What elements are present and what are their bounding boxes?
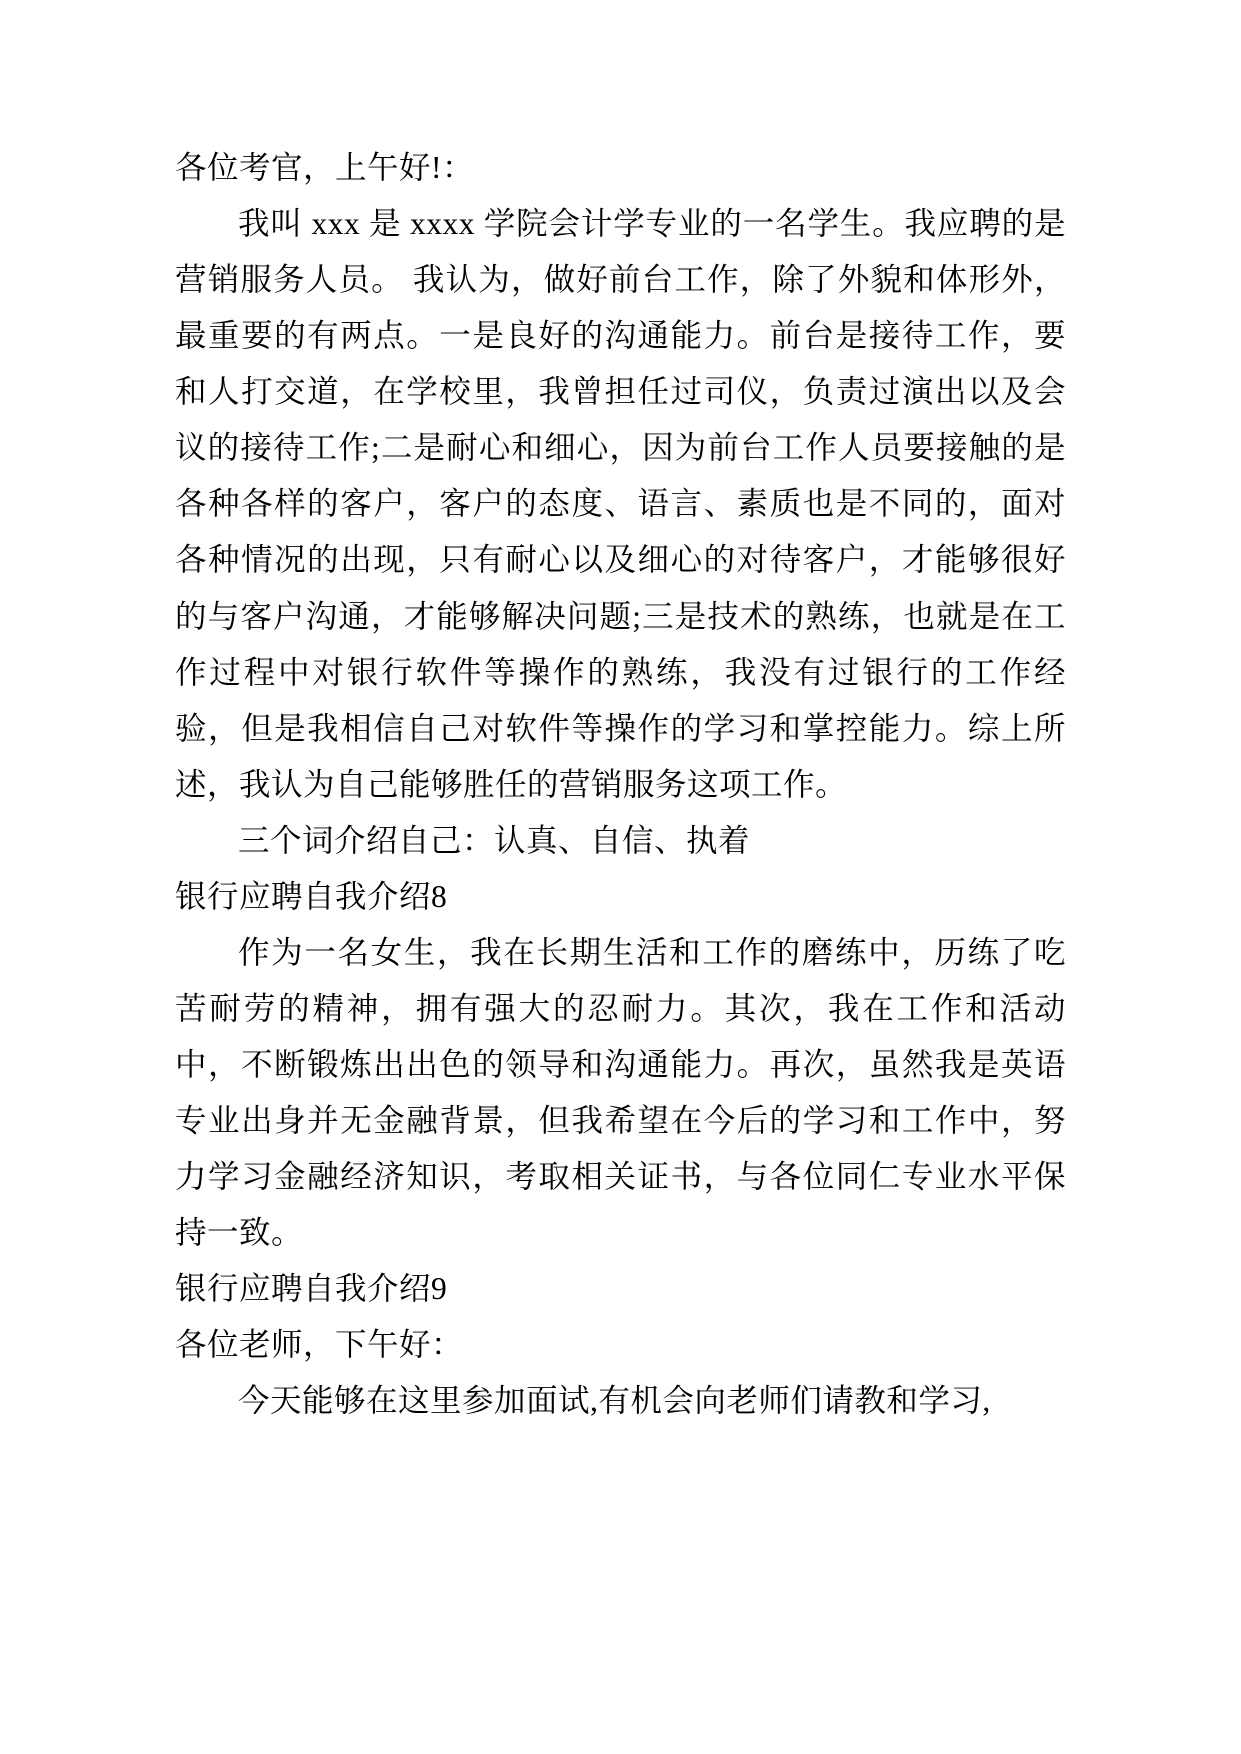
paragraph-body-3: 作为一名女生，我在长期生活和工作的磨练中，历练了吃苦耐劳的精神，拥有强大的忍耐力。其次，我在工作和活动中，不断锻炼出出色的领导和沟通能力。再次，虽然我是英语专业出身并无金融背景，但我希望在今后的学习和工作中，努力学习金融经济知识，考取相关证书，与各位同仁专业水平保持一致。: [175, 934, 1066, 1251]
paragraph-body-1: 我叫 xxx 是 xxxx 学院会计学专业的一名学生。我应聘的是营销服务人员。 我认为，做好前台工作，除了外貌和体形外，最重要的有两点。一是良好的沟通能力。前台是接待工作，要和人打交道，在学校里，我曾担任过司仪，负责过演出以及会议的接待工作;二是耐心和细心，因为前台工作人员要接触的是各种各样的客户，客户的态度、语言、素质也是不同的，面对各种情况的出现，只有耐心以及细心的对待客户，才能够很好的与客户沟通，才能够解决问题;三是技术的熟练，也就是在工作过程中对银行软件等操作的熟练，我没有过银行的工作经验，但是我相信自己对软件等操作的学习和掌控能力。综上所述，我认为自己能够胜任的营销服务这项工作。: [175, 206, 1066, 802]
section-heading-8: 银行应聘自我介绍8: [175, 878, 448, 914]
document-body: [175, 140, 1066, 1429]
section-heading-9: 银行应聘自我介绍9: [175, 1271, 448, 1307]
paragraph-greeting-1: 各位考官，上午好!：: [175, 150, 474, 185]
paragraph-body-4: 今天能够在这里参加面试,有机会向老师们请教和学习,: [238, 1383, 991, 1419]
paragraph-body-2: 三个词介绍自己：认真、自信、执着: [238, 822, 751, 858]
paragraph-greeting-2: 各位老师，下午好：: [175, 1327, 464, 1363]
